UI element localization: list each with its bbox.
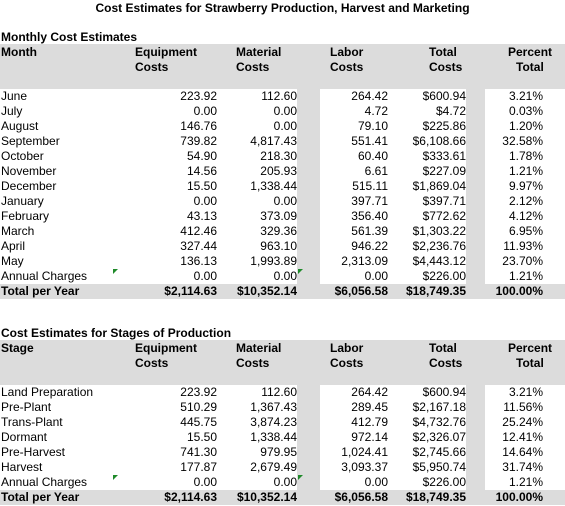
header-line: Total xyxy=(429,45,457,59)
header-labor xyxy=(330,45,363,75)
monthly-cost-table xyxy=(0,31,565,299)
cell-material: 1,338.44 xyxy=(250,179,297,193)
cell-total: $225.86 xyxy=(422,119,466,133)
cell-material: 979.95 xyxy=(260,445,297,459)
comment-marker-icon xyxy=(113,269,118,274)
cell-material: $10,352.14 xyxy=(236,490,297,504)
cell-equipment: 43.13 xyxy=(186,209,217,223)
cell-total: $5,950.74 xyxy=(412,460,466,474)
cell-total: $600.94 xyxy=(422,385,466,399)
cell-percent: 4.12% xyxy=(508,209,543,223)
cell-percent: 11.56% xyxy=(503,400,543,414)
row-label: Dormant xyxy=(1,430,48,444)
table-row xyxy=(0,164,565,179)
header-line: Costs xyxy=(135,356,169,370)
cell-percent: 3.21% xyxy=(508,385,543,399)
cell-labor: 60.40 xyxy=(357,149,388,163)
cell-labor: 79.10 xyxy=(357,119,388,133)
cell-material: $10,352.14 xyxy=(236,284,297,298)
cell-labor: 356.40 xyxy=(351,209,388,223)
cell-labor: 0.00 xyxy=(364,475,388,489)
cell-labor: 551.41 xyxy=(351,134,388,148)
cell-total: $333.61 xyxy=(422,149,466,163)
cell-percent: 100.00% xyxy=(495,490,543,504)
row-label: Annual Charges xyxy=(1,475,88,489)
cell-labor: 3,093.37 xyxy=(341,460,388,474)
cell-labor: $6,056.58 xyxy=(334,284,388,298)
cell-material: 0.00 xyxy=(273,475,297,489)
row-label: Total per Year xyxy=(1,284,80,298)
table-row xyxy=(0,415,565,430)
row-label: September xyxy=(1,134,60,148)
table-row xyxy=(0,239,565,254)
header-line: Costs xyxy=(429,356,463,370)
cell-total: $18,749.35 xyxy=(405,284,466,298)
cell-total: $397.71 xyxy=(422,194,466,208)
cell-total: $4,732.76 xyxy=(412,415,466,429)
header-line: Costs xyxy=(135,60,169,74)
header-total xyxy=(429,45,462,75)
cell-percent: 14.64% xyxy=(502,445,543,459)
cell-equipment: $2,114.63 xyxy=(164,490,217,504)
row-label: July xyxy=(1,104,23,118)
header-line: Material xyxy=(236,341,282,355)
table-row xyxy=(0,209,565,224)
table-row xyxy=(0,445,565,460)
stage-cost-table xyxy=(0,327,565,505)
cell-equipment: 741.30 xyxy=(180,445,217,459)
header-line: Percent xyxy=(508,341,553,355)
cell-percent: 31.74% xyxy=(502,460,543,474)
cell-percent: 32.58% xyxy=(502,134,543,148)
cell-labor: 4.72 xyxy=(364,104,388,118)
row-label: October xyxy=(1,149,44,163)
cell-material: 329.36 xyxy=(260,224,297,238)
header-line: Material xyxy=(236,45,282,59)
cell-labor: 1,024.41 xyxy=(341,445,388,459)
cell-total: $2,745.66 xyxy=(412,445,466,459)
header-line: Percent xyxy=(508,45,553,59)
comment-marker-icon xyxy=(113,475,118,480)
comment-marker-icon xyxy=(298,269,303,274)
table-row xyxy=(0,475,565,490)
cell-equipment: 223.92 xyxy=(180,385,217,399)
cell-total: $4,443.12 xyxy=(412,254,466,268)
cell-total: $18,749.35 xyxy=(405,490,466,504)
cell-equipment: $2,114.63 xyxy=(164,284,217,298)
table-row xyxy=(0,179,565,194)
cell-material: 112.60 xyxy=(261,89,297,103)
cell-equipment: 0.00 xyxy=(193,104,217,118)
cell-material: 112.60 xyxy=(261,385,297,399)
cell-percent: 1.21% xyxy=(508,475,543,489)
row-label: January xyxy=(1,194,44,208)
cell-equipment: 54.90 xyxy=(186,149,217,163)
row-label: February xyxy=(1,209,50,223)
cell-total: $2,326.07 xyxy=(412,430,466,444)
header-label: Stage xyxy=(1,341,34,355)
header-line: Total xyxy=(429,341,457,355)
cell-labor: 6.61 xyxy=(364,164,388,178)
cell-material: 0.00 xyxy=(273,104,297,118)
cell-equipment: 739.82 xyxy=(180,134,217,148)
table-row xyxy=(0,149,565,164)
section-title: Monthly Cost Estimates xyxy=(1,30,138,44)
header-labor xyxy=(330,341,363,371)
cell-material: 1,338.44 xyxy=(250,430,297,444)
cell-material: 963.10 xyxy=(260,239,297,253)
header-line: Costs xyxy=(330,60,364,74)
cell-equipment: 0.00 xyxy=(193,194,217,208)
header-line: Costs xyxy=(236,356,270,370)
cell-material: 3,874.23 xyxy=(250,415,297,429)
cell-total: $772.62 xyxy=(422,209,466,223)
cell-percent: 6.95% xyxy=(508,224,543,238)
row-label: November xyxy=(1,164,57,178)
cell-material: 0.00 xyxy=(273,119,297,133)
header-total xyxy=(429,341,462,371)
header-line: Labor xyxy=(330,341,364,355)
cell-equipment: 0.00 xyxy=(193,269,217,283)
table-row xyxy=(0,460,565,475)
row-label: Pre-Harvest xyxy=(1,445,66,459)
cell-material: 1,993.89 xyxy=(250,254,297,268)
header-line: Equipment xyxy=(135,45,197,59)
cell-material: 0.00 xyxy=(273,194,297,208)
cell-total: $2,236.76 xyxy=(412,239,466,253)
table-row xyxy=(0,104,565,119)
cell-material: 0.00 xyxy=(273,269,297,283)
row-label: May xyxy=(1,254,24,268)
table-header xyxy=(0,340,565,385)
cell-percent: 0.03% xyxy=(508,104,543,118)
header-equipment xyxy=(135,341,197,371)
header-line: Costs xyxy=(330,356,364,370)
cell-labor: 397.71 xyxy=(351,194,388,208)
cell-equipment: 136.13 xyxy=(180,254,217,268)
table-header xyxy=(0,44,565,89)
cell-percent: 1.78% xyxy=(508,149,543,163)
header-material xyxy=(236,341,281,371)
table-row xyxy=(0,430,565,445)
row-label: March xyxy=(1,224,35,238)
row-label: Total per Year xyxy=(1,490,80,504)
header-percent xyxy=(508,341,552,371)
cell-labor: 289.45 xyxy=(351,400,388,414)
header-line: Total xyxy=(516,60,544,74)
header-line: Total xyxy=(516,356,544,370)
cell-labor: 946.22 xyxy=(351,239,388,253)
cell-percent: 3.21% xyxy=(508,89,543,103)
cell-material: 373.09 xyxy=(260,209,297,223)
cell-material: 2,679.49 xyxy=(250,460,297,474)
cell-labor: 515.11 xyxy=(352,179,388,193)
row-label: Pre-Plant xyxy=(1,400,52,414)
table-row xyxy=(0,400,565,415)
header-line: Costs xyxy=(429,60,463,74)
cell-total: $226.00 xyxy=(422,475,466,489)
page-title: Cost Estimates for Strawberry Production, Harvest and Marketing xyxy=(95,1,470,15)
cell-percent: 1.20% xyxy=(508,119,543,133)
cell-equipment: 146.76 xyxy=(180,119,217,133)
table-row xyxy=(0,385,565,400)
header-line: Costs xyxy=(236,60,270,74)
table-row xyxy=(0,269,565,284)
cell-percent: 1.21% xyxy=(508,164,543,178)
cell-equipment: 14.56 xyxy=(186,164,217,178)
cell-equipment: 223.92 xyxy=(180,89,217,103)
cell-material: 1,367.43 xyxy=(250,400,297,414)
cell-percent: 100.00% xyxy=(495,284,543,298)
cell-labor: 412.79 xyxy=(351,415,388,429)
cell-material: 4,817.43 xyxy=(250,134,297,148)
table-row xyxy=(0,119,565,134)
cell-equipment: 412.46 xyxy=(180,224,217,238)
total-row xyxy=(0,490,565,505)
header-equipment xyxy=(135,45,197,75)
cell-total: $1,869.04 xyxy=(412,179,466,193)
row-label: Trans-Plant xyxy=(1,415,63,429)
cell-percent: 1.21% xyxy=(508,269,543,283)
cell-total: $6,108.66 xyxy=(412,134,466,148)
cell-labor: $6,056.58 xyxy=(334,490,388,504)
header-label: Month xyxy=(1,45,37,59)
cell-labor: 264.42 xyxy=(351,89,388,103)
cell-total: $1,303.22 xyxy=(412,224,466,238)
comment-marker-icon xyxy=(298,475,303,480)
header-percent xyxy=(508,45,552,75)
cell-total: $226.00 xyxy=(422,269,466,283)
cell-labor: 2,313.09 xyxy=(341,254,388,268)
row-label: June xyxy=(1,89,28,103)
cell-labor: 0.00 xyxy=(364,269,388,283)
cell-percent: 23.70% xyxy=(502,254,543,268)
cell-equipment: 15.50 xyxy=(186,179,217,193)
cell-material: 205.93 xyxy=(260,164,297,178)
cell-total: $227.09 xyxy=(422,164,466,178)
row-label: December xyxy=(1,179,57,193)
row-label: April xyxy=(1,239,26,253)
cell-total: $600.94 xyxy=(422,89,466,103)
cell-percent: 12.41% xyxy=(502,430,543,444)
cell-total: $4.72 xyxy=(435,104,466,118)
cell-equipment: 177.87 xyxy=(180,460,217,474)
row-label: Land Preparation xyxy=(1,385,94,399)
cell-equipment: 15.50 xyxy=(186,430,217,444)
cell-equipment: 510.29 xyxy=(180,400,217,414)
header-line: Labor xyxy=(330,45,364,59)
table-row xyxy=(0,89,565,104)
cell-material: 218.30 xyxy=(260,149,297,163)
total-row xyxy=(0,284,565,299)
header-line: Equipment xyxy=(135,341,197,355)
cell-percent: 9.97% xyxy=(508,179,543,193)
cell-equipment: 445.75 xyxy=(180,415,217,429)
cell-labor: 561.39 xyxy=(351,224,388,238)
row-label: Annual Charges xyxy=(1,269,88,283)
row-label: August xyxy=(1,119,39,133)
section-title: Cost Estimates for Stages of Production xyxy=(1,326,232,340)
cell-percent: 11.93% xyxy=(503,239,543,253)
table-row xyxy=(0,224,565,239)
cell-total: $2,167.18 xyxy=(412,400,466,414)
cell-equipment: 0.00 xyxy=(193,475,217,489)
cell-equipment: 327.44 xyxy=(180,239,217,253)
header-material xyxy=(236,45,281,75)
cell-labor: 972.14 xyxy=(351,430,388,444)
cell-percent: 25.24% xyxy=(502,415,543,429)
cell-percent: 2.12% xyxy=(508,194,543,208)
table-row xyxy=(0,134,565,149)
row-label: Harvest xyxy=(1,460,43,474)
table-row xyxy=(0,194,565,209)
table-row xyxy=(0,254,565,269)
cell-labor: 264.42 xyxy=(351,385,388,399)
